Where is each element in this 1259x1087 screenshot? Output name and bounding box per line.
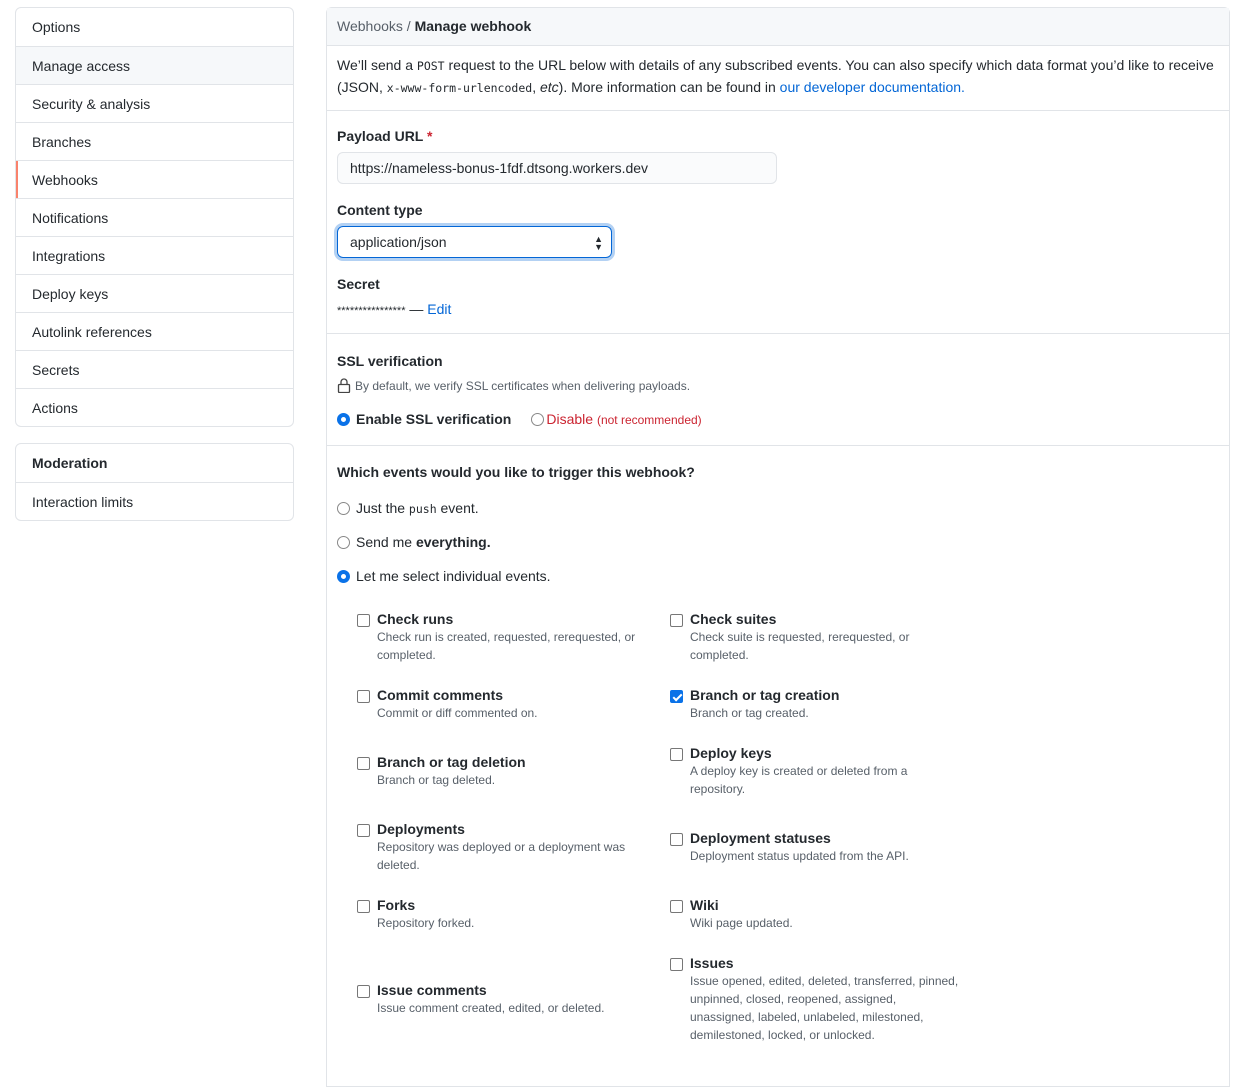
intro-text bbox=[327, 46, 1229, 111]
intro-etc: etc bbox=[539, 79, 559, 95]
event-title: Branch or tag creation bbox=[690, 687, 840, 703]
disable-ssl-radio[interactable] bbox=[531, 413, 544, 426]
event-text bbox=[690, 687, 839, 722]
everything-label bbox=[356, 534, 491, 550]
event-description: Wiki page updated. bbox=[690, 916, 793, 930]
event-text bbox=[690, 897, 793, 932]
event-title: Deploy keys bbox=[690, 745, 772, 761]
secret-row bbox=[337, 301, 1219, 317]
payload-url-label bbox=[337, 128, 1219, 144]
event-checkbox[interactable] bbox=[670, 900, 683, 913]
event-checkbox[interactable] bbox=[670, 690, 683, 703]
ssl-options bbox=[337, 411, 1219, 427]
event-checkbox[interactable] bbox=[670, 748, 683, 761]
breadcrumb-webhooks-link[interactable]: Webhooks bbox=[337, 18, 403, 34]
event-description: Check suite is requested, rerequested, or completed. bbox=[690, 630, 910, 662]
settings-sidebar bbox=[15, 7, 294, 537]
events-question: Which events would you like to trigger this webhook? bbox=[337, 464, 695, 480]
select-arrows-icon: ▲ ▼ bbox=[594, 234, 603, 252]
event-checkbox[interactable] bbox=[670, 614, 683, 627]
developer-docs-link[interactable]: our developer documentation bbox=[779, 79, 962, 95]
sidebar-item-actions[interactable]: Actions bbox=[16, 388, 293, 426]
event-title: Check suites bbox=[690, 611, 777, 627]
event-text bbox=[377, 821, 662, 874]
event-title: Wiki bbox=[690, 897, 719, 913]
intro-text-part: We’ll send a bbox=[337, 57, 417, 73]
settings-menu bbox=[15, 7, 294, 427]
moderation-menu bbox=[15, 443, 294, 521]
event-checkbox[interactable] bbox=[357, 690, 370, 703]
everything-bold: everything. bbox=[415, 534, 491, 550]
secret-dash: — bbox=[405, 301, 428, 317]
push-radio[interactable] bbox=[337, 502, 350, 515]
sidebar-item-interaction-limits[interactable]: Interaction limits bbox=[16, 482, 293, 520]
intro-text-part: . bbox=[961, 79, 965, 95]
ssl-note bbox=[337, 378, 1219, 393]
event-text bbox=[377, 687, 538, 722]
event-description: Branch or tag created. bbox=[690, 706, 809, 720]
post-code: POST bbox=[416, 59, 445, 73]
event-forks[interactable] bbox=[357, 897, 670, 932]
event-issues[interactable] bbox=[670, 955, 970, 1044]
required-marker: * bbox=[427, 128, 433, 144]
event-description: Deployment status updated from the API. bbox=[690, 849, 909, 863]
events-grid bbox=[337, 611, 1219, 1044]
event-text bbox=[690, 955, 960, 1044]
event-description: Issue opened, edited, deleted, transferred, pinned, unpinned, closed, reopened, assigned, unassigned, labeled, unlabeled, milestoned, demilestoned, locked, or unlocked. bbox=[690, 974, 959, 1042]
event-text bbox=[690, 830, 909, 865]
disable-ssl-label bbox=[546, 411, 701, 427]
event-title: Forks bbox=[377, 897, 416, 913]
breadcrumb-separator: / bbox=[402, 18, 415, 34]
event-description: Repository was deployed or a deployment was deleted. bbox=[377, 840, 626, 872]
content-type-value: application/json bbox=[350, 234, 447, 250]
sidebar-item-manage-access[interactable]: Manage access bbox=[16, 46, 293, 84]
select-radio[interactable] bbox=[337, 570, 350, 583]
sidebar-item-integrations[interactable]: Integrations bbox=[16, 236, 293, 274]
event-check-runs[interactable] bbox=[357, 611, 670, 664]
sidebar-item-options[interactable]: Options bbox=[32, 19, 81, 35]
intro-text-part: request to the URL below with details of any subscribed events. You can also specify which data format you’d like to receive (JSON, bbox=[337, 57, 1214, 95]
lock-icon bbox=[337, 378, 351, 393]
event-checkbox[interactable] bbox=[670, 958, 683, 971]
secret-masked: **************** bbox=[337, 305, 406, 317]
sidebar-item-webhooks[interactable]: Webhooks bbox=[16, 160, 293, 198]
edit-secret-link[interactable]: Edit bbox=[427, 301, 452, 317]
event-title: Deployments bbox=[377, 821, 465, 837]
sidebar-item-security-analysis[interactable]: Security & analysis bbox=[16, 84, 293, 122]
payload-url-label-text: Payload URL bbox=[337, 128, 424, 144]
event-checkbox[interactable] bbox=[357, 900, 370, 913]
event-title: Branch or tag deletion bbox=[377, 754, 526, 770]
event-description: Issue comment created, edited, or deleted. bbox=[377, 1001, 605, 1015]
page-title: Manage webhook bbox=[414, 18, 532, 34]
event-deployment-statuses[interactable] bbox=[670, 830, 970, 865]
event-description: A deploy key is created or deleted from a repository. bbox=[690, 764, 908, 796]
event-text bbox=[377, 897, 474, 932]
payload-url-input[interactable]: https://nameless-bonus-1fdf.dtsong.workers.dev bbox=[337, 152, 777, 184]
event-checkbox[interactable] bbox=[357, 757, 370, 770]
event-deploy-keys[interactable] bbox=[670, 745, 970, 798]
content-type-select[interactable] bbox=[337, 226, 612, 258]
event-text bbox=[690, 745, 960, 798]
sidebar-item-deploy-keys[interactable]: Deploy keys bbox=[16, 274, 293, 312]
event-option-push[interactable] bbox=[337, 500, 1219, 516]
intro-text-part: ). More information can be found in bbox=[558, 79, 780, 95]
sidebar-item-autolink-references[interactable]: Autolink references bbox=[16, 312, 293, 350]
everything-radio[interactable] bbox=[337, 536, 350, 549]
event-checkbox[interactable] bbox=[670, 833, 683, 846]
disable-ssl-note: (not recommended) bbox=[596, 413, 702, 427]
event-option-everything[interactable] bbox=[337, 534, 1219, 550]
form-code: x-www-form-urlencoded bbox=[386, 81, 533, 95]
event-title: Deployment statuses bbox=[690, 830, 831, 846]
everything-label-text: Send me bbox=[356, 534, 416, 550]
event-description: Check run is created, requested, rerequested, or completed. bbox=[377, 630, 636, 662]
event-text bbox=[377, 754, 526, 789]
event-text bbox=[690, 611, 960, 664]
ssl-note-text: By default, we verify SSL certificates when delivering payloads. bbox=[355, 378, 691, 393]
select-label: Let me select individual events. bbox=[356, 568, 551, 584]
event-title: Commit comments bbox=[377, 687, 504, 703]
event-description: Commit or diff commented on. bbox=[377, 706, 538, 720]
event-issue-comments[interactable] bbox=[357, 982, 670, 1017]
enable-ssl-label: Enable SSL verification bbox=[356, 411, 512, 427]
push-label bbox=[356, 500, 479, 516]
sidebar-item-branches[interactable]: Branches bbox=[16, 122, 293, 160]
intro-text-part: , bbox=[532, 79, 540, 95]
event-checkbox[interactable] bbox=[357, 824, 370, 837]
event-commit-comments[interactable] bbox=[357, 687, 670, 722]
event-wiki[interactable] bbox=[670, 897, 970, 932]
event-description: Branch or tag deleted. bbox=[377, 773, 496, 787]
push-label-text: event. bbox=[436, 500, 479, 516]
event-text bbox=[377, 982, 604, 1017]
sidebar-item-secrets[interactable]: Secrets bbox=[16, 350, 293, 388]
event-title: Issue comments bbox=[377, 982, 487, 998]
event-title: Check runs bbox=[377, 611, 454, 627]
disable-ssl-text: Disable bbox=[546, 411, 594, 427]
enable-ssl-radio[interactable] bbox=[337, 413, 350, 426]
event-branch-or-tag-deletion[interactable] bbox=[357, 754, 670, 789]
ssl-label: SSL verification bbox=[337, 353, 443, 369]
event-option-select[interactable] bbox=[337, 568, 1219, 584]
breadcrumb bbox=[327, 8, 1229, 46]
event-checkbox[interactable] bbox=[357, 614, 370, 627]
event-text bbox=[377, 611, 662, 664]
event-branch-or-tag-creation[interactable] bbox=[670, 687, 970, 722]
moderation-heading: Moderation bbox=[32, 455, 108, 471]
event-title: Issues bbox=[690, 955, 734, 971]
event-description: Repository forked. bbox=[377, 916, 475, 930]
content-type-label: Content type bbox=[337, 202, 423, 218]
webhook-panel bbox=[326, 7, 1230, 1087]
secret-label: Secret bbox=[337, 276, 380, 292]
sidebar-item-notifications[interactable]: Notifications bbox=[16, 198, 293, 236]
push-label-text: Just the bbox=[356, 500, 409, 516]
event-checkbox[interactable] bbox=[357, 985, 370, 998]
event-deployments[interactable] bbox=[357, 821, 670, 874]
push-code: push bbox=[408, 502, 437, 516]
event-check-suites[interactable] bbox=[670, 611, 970, 664]
